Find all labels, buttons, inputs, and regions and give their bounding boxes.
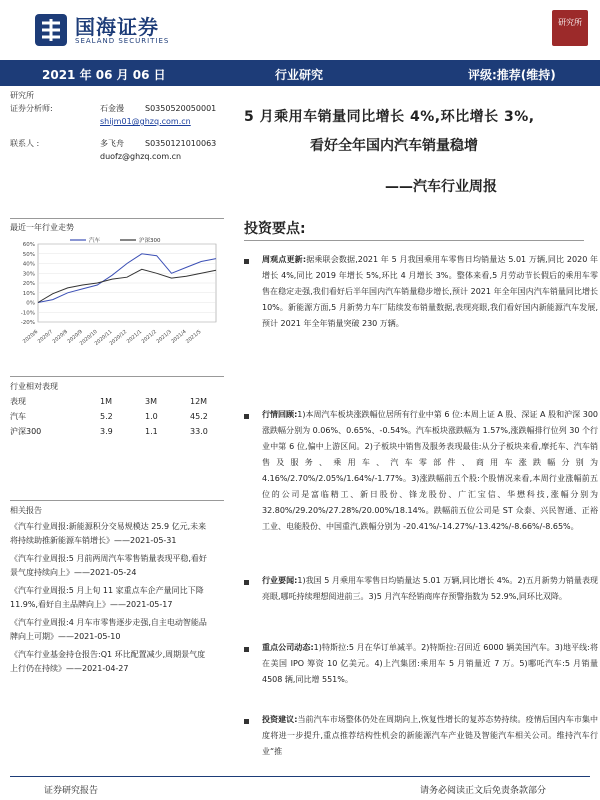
point-label: 行业要闻:: [262, 576, 298, 585]
relative-cell: 5.2: [100, 412, 113, 421]
relative-row: [10, 424, 224, 439]
x-tick-label: 2020/8: [51, 328, 69, 345]
point-weekly-view: [262, 252, 598, 332]
relative-head-cell: 3M: [145, 397, 157, 406]
relative-head-cell: 表现: [10, 397, 26, 406]
relative-head-cell: 12M: [190, 397, 208, 406]
report-date: 2021 年 06 月 06 日: [42, 68, 166, 82]
relative-cell: 沪深300: [10, 427, 42, 436]
footer-right: 请务必阅读正文后免责条款部分: [420, 786, 547, 796]
research-stamp: 研究所: [552, 10, 588, 46]
point-company-news: [262, 640, 598, 688]
point-label: 行情回顾:: [262, 410, 298, 419]
y-tick-label: 20%: [22, 281, 35, 287]
points-heading: 投资要点:: [244, 221, 306, 237]
divider: [10, 376, 224, 377]
y-tick-label: 60%: [22, 242, 35, 248]
related-report-link[interactable]: 《汽车行业周报:5 月上旬 11 家重点车企产量同比下降 11.9%,看好自主品牌向上》——2021-05-17: [10, 586, 204, 609]
x-tick-label: 2021/3: [155, 328, 173, 345]
bullet-icon: [244, 414, 249, 419]
x-tick-label: 2021/2: [140, 328, 158, 345]
point-industry-news: [262, 573, 598, 605]
divider: [10, 218, 224, 219]
analyst-name: 石金漫: [100, 104, 124, 113]
report-title-line1: 5 月乘用车销量同比增长 4%,环比增长 3%,: [244, 109, 535, 125]
footer-left: 证券研究报告: [44, 786, 99, 796]
header-bar: [0, 60, 600, 86]
y-tick-label: -20%: [20, 320, 35, 326]
contact-id: S0350121010063: [145, 139, 217, 148]
x-tick-label: 2021/4: [170, 328, 188, 345]
relative-cell: 3.9: [100, 427, 113, 436]
x-tick-label: 2021/5: [185, 328, 203, 345]
trend-heading: 最近一年行业走势: [10, 223, 74, 232]
relative-table: [10, 394, 224, 439]
x-tick-label: 2020/11: [93, 328, 114, 347]
related-report-link[interactable]: 《汽车行业基金持仓报告:Q1 环比配置减少,周期景气度上行仍在持续》——2021-04-27: [10, 650, 206, 673]
y-tick-label: 50%: [22, 251, 35, 258]
relative-cell: 汽车: [10, 412, 26, 421]
point-market-review: [262, 407, 598, 535]
point-label: 重点公司动态:: [262, 643, 314, 652]
report-title-line2: 看好全年国内汽车销量稳增: [310, 138, 478, 154]
relative-cell: 1.1: [145, 427, 158, 436]
y-tick-label: 10%: [22, 290, 35, 297]
x-tick-label: 2021/1: [125, 328, 144, 345]
related-report-link[interactable]: 《汽车行业周报:5 月前两周汽车零售销量表现平稳,看好景气度持续向上》——2021-05-24: [10, 554, 207, 577]
logo-english: SEALAND SECURITIES: [75, 37, 170, 45]
relative-cell: 33.0: [190, 427, 208, 436]
divider: [244, 240, 584, 241]
relative-row: [10, 409, 224, 424]
point-label: 投资建议:: [262, 715, 298, 724]
report-title-line3: ——汽车行业周报: [385, 179, 497, 195]
y-tick-label: -10%: [20, 310, 35, 317]
point-text: 当前汽车市场整体仍处在周期向上,恢复性增长的复苏态势持续。疫情后国内车市集中度将进一步提升,重点推荐结构性机会的新能源汽车产业链及智能汽车相关公司。维持汽车行业“推: [262, 715, 598, 756]
y-tick-label: 40%: [22, 261, 35, 268]
divider: [10, 500, 224, 501]
series-line-auto: [38, 254, 216, 303]
contact-email[interactable]: duofz@ghzq.com.cn: [100, 152, 182, 161]
point-text: 1)我国 5 月乘用车零售日均销量达 5.01 万辆,同比增长 4%。2)五月新势力销量表现亮眼,哪吒持续理想阅进前三。3)5 月汽车经销商库存预警指数为 52.9%,同环比双降。: [262, 576, 598, 601]
related-report-link[interactable]: 《汽车行业周报:4 月车市零售逐步走强,自主电动智能品牌向上可期》——2021-05-10: [10, 618, 207, 641]
x-tick-label: 2020/12: [108, 328, 129, 347]
x-tick-label: 2020/7: [36, 328, 55, 345]
x-tick-label: 2020/9: [66, 328, 84, 345]
related-report-link[interactable]: 《汽车行业周报:新能源积分交易规模达 25.9 亿元,未来将持续助推新能源车销增长》——2021-05-31: [10, 522, 207, 545]
trend-chart: [10, 236, 224, 348]
sealand-logo-icon: [34, 13, 68, 47]
x-tick-label: 2020/6: [21, 328, 40, 345]
report-category: 行业研究: [275, 68, 324, 82]
contact-name: 多飞舟: [100, 139, 124, 148]
point-label: 周观点更新:: [262, 255, 307, 264]
point-text: 据乘联会数据,2021 年 5 月我国乘用车零售日均销量达 5.01 万辆,同比 2020 年增长 4%,同比 2019 年增长 5%,环比 4 月增长 3%。整体来看,5 月劳动节长假后的乘用车零售在稳定走强,我们看好后半年国内汽车销量稳步增长,预计 2021 年全年国内汽车销量同比增长 10%。新能源方面,5 月新势力车厂陆续发布销量数据,表现亮眼,我们看好国内新能源汽车发展,预计 2021 年全年销量突破 230 万辆。: [262, 255, 598, 328]
bullet-icon: [244, 580, 249, 585]
contact-label: 联系人 :: [10, 139, 40, 148]
analyst-label: 证券分析师:: [10, 104, 53, 113]
related-list: [10, 520, 210, 676]
point-investment-advice: [262, 712, 598, 760]
bullet-icon: [244, 647, 249, 652]
series-line-hs300: [38, 269, 216, 302]
relative-head-cell: 1M: [100, 397, 112, 406]
y-tick-label: 30%: [22, 271, 35, 278]
analyst-email[interactable]: shijm01@ghzq.com.cn: [100, 117, 191, 126]
relative-head-row: [10, 394, 224, 409]
logo-text: 国海证券: [75, 15, 159, 39]
y-tick-label: 0%: [26, 300, 35, 307]
analyst-id: S0350520050001: [145, 104, 217, 113]
point-text: 1)本周汽车板块涨跌幅位居所有行业中第 6 位:本周上证 A 股、深证 A 股和沪深 300 涨跌幅分别为 0.06%、0.65%、-0.54%。汽车板块涨跌幅为 1.57%,涨跌幅排行位列 30 个行业中第 6 位,偏中上游区间。2)子板块中销售及服务表现最佳:从分子板块来看,摩托车、汽车销售及服务、乘用车、汽车零部件、商用车涨跌幅分别为 4.16%/2.70%/2.05%/1.64%/-1.77%。3)涨跌幅前五个股:个股情况来看,本周行业涨幅前五位的公司是富临精工、新日股份、锋龙股份、广汇宝信、华懋科技,涨幅分别为 32.80%/29.20%/27.28%/20.00%/18.14%。跌幅前五位公司是 ST 众泰、兴民智通、正裕工业、电能股份、中国重汽,跌幅分别为 -20.41%/-14.27%/-13.42%/-8.66%/-8.65%。: [262, 410, 598, 531]
dept-label: 研究所: [10, 91, 34, 100]
relative-cell: 45.2: [190, 412, 208, 421]
bullet-icon: [244, 259, 249, 264]
relative-heading: 行业相对表现: [10, 382, 58, 391]
report-rating: 评级:推荐(维持): [468, 68, 556, 82]
legend-label-hs300: 沪深300: [139, 238, 161, 244]
x-tick-label: 2020/10: [78, 328, 99, 347]
bullet-icon: [244, 719, 249, 724]
point-text: 1)特斯拉:5 月在华订单减半。2)特斯拉:召回近 6000 辆美国汽车。3)地平线:将在美国 IPO 筹资 10 亿美元。4)上汽集团:乘用车 5 月销量近 7 万。5)哪吒汽车:5 月销量 4508 辆,同比增 551%。: [262, 643, 599, 684]
relative-cell: 1.0: [145, 412, 158, 421]
footer-divider: [10, 776, 590, 777]
related-heading: 相关报告: [10, 506, 42, 515]
legend-label-auto: 汽车: [89, 238, 101, 244]
